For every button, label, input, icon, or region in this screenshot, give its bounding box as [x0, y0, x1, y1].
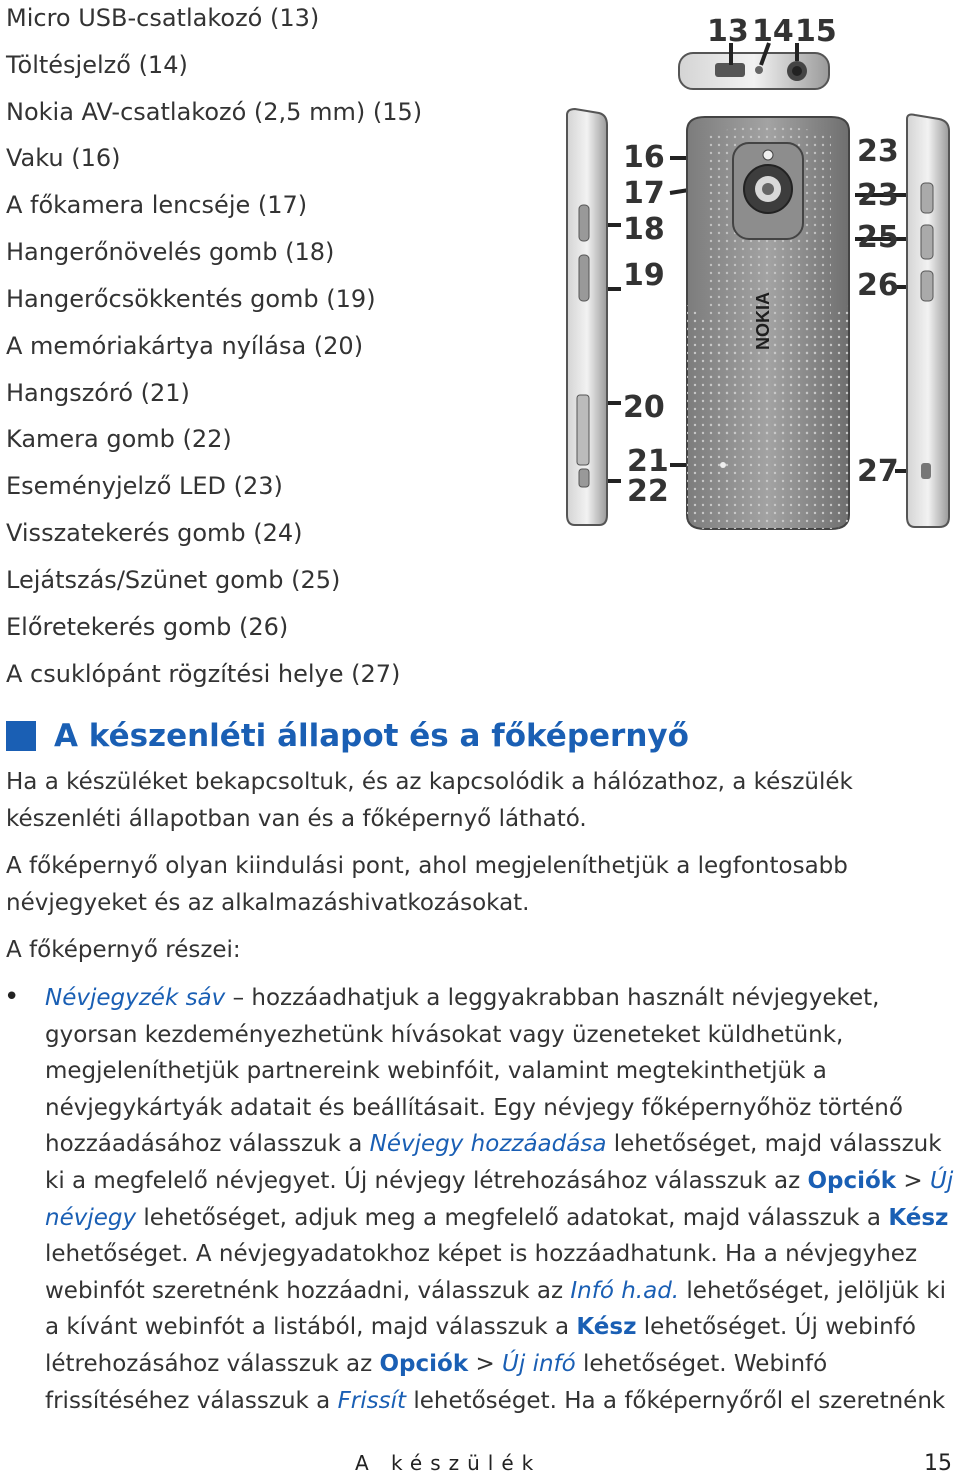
- legend-item: A főkamera lencséje (17): [6, 191, 308, 219]
- callout-25: 25: [857, 220, 899, 255]
- legend-item: Hangerőcsökkentés gomb (19): [6, 285, 376, 313]
- callout-26: 26: [857, 268, 899, 303]
- legend-item: Vaku (16): [6, 144, 121, 172]
- legend-item: Visszatekerés gomb (24): [6, 519, 303, 547]
- callout-16: 16: [623, 140, 665, 175]
- section-heading: [6, 716, 689, 756]
- legend-item: Lejátszás/Szünet gomb (25): [6, 566, 341, 594]
- ui-term-done-2: Kész: [576, 1314, 637, 1341]
- ui-term-options-2: Opciók: [379, 1350, 469, 1377]
- paragraph-parts-intro: A főképernyő részei:: [6, 937, 241, 963]
- paragraph-home-screen: A főképernyő olyan kiindulási pont, ahol megjeleníthetjük a legfontosabb névjegyeket és az alkalmazáshivatkozásokat.: [6, 853, 848, 916]
- ui-term-done: Kész: [888, 1204, 949, 1231]
- footer-chapter-title: A készülék: [355, 1451, 542, 1475]
- legend-item: Előretekerés gomb (26): [6, 613, 289, 641]
- legend-item: A csuklópánt rögzítési helye (27): [6, 660, 401, 688]
- phone-top-view: [679, 53, 829, 89]
- legend-item: Töltésjelző (14): [6, 51, 188, 79]
- callout-23: 23: [857, 134, 899, 169]
- legend-item: A memóriakártya nyílása (20): [6, 332, 364, 360]
- callout-13: 13: [707, 14, 749, 49]
- phone-illustration: [555, 5, 955, 535]
- phone-back-view: [687, 117, 849, 529]
- ui-term-contacts-bar: Névjegyzék sáv: [45, 985, 226, 1011]
- legend-item: Eseményjelző LED (23): [6, 472, 283, 500]
- legend-item: Nokia AV-csatlakozó (2,5 mm) (15): [6, 98, 423, 126]
- bullet-contacts-bar: Névjegyzék sáv – hozzáadhatjuk a leggyakrabban használt névjegyeket, gyorsan kezdeményezhetünk hívásokat vagy üzeneteket küldhetünk, megjeleníthetjük partnereink webinfóit, valamint megtekinthetjük a névjegykártyák adatait és beállításait. Egy névjegy főképernyőhöz történő hozzáadásához válasszuk a Névjegy hozzáadása lehetőséget, majd válasszuk ki a megfelelő névjegyet. Új névjegy létrehozásához válasszuk az Opciók > Új névjegy lehetőséget, adjuk meg a megfelelő adatokat, majd válasszuk a Kész lehetőséget. A névjegyadatokhoz képet is hozzáadhatunk. Ha a névjegyhez webinfót szeretnénk hozzáadni, válasszuk az Infó h.ad. lehetőséget, jelöljük ki a kívánt webinfót a listából, majd válasszuk a Kész lehetőséget. Új webinfó létrehozásához válasszuk az Opciók > Új infó lehetőséget. Webinfó frissítéséhez válasszuk a Frissít lehetőséget. Ha a főképernyőről el szeretnénk: [45, 985, 954, 1414]
- heading-square-icon: [6, 721, 36, 751]
- paragraph-standby: Ha a készüléket bekapcsoltuk, és az kapcsolódik a hálózathoz, a készülék készenléti állapotban van és a főképernyő látható.: [6, 769, 853, 832]
- callout-20: 20: [623, 390, 665, 425]
- ui-term-new-contact: Új névjegy: [45, 1167, 954, 1231]
- callout-18: 18: [623, 212, 665, 247]
- brand-logo: NOKIA: [753, 292, 773, 350]
- callout-23-second: 23: [857, 178, 899, 213]
- callout-17: 17: [623, 176, 665, 211]
- legend-item: Kamera gomb (22): [6, 425, 232, 453]
- bullet-dot: •: [4, 982, 20, 1012]
- callout-21: 21: [627, 444, 669, 479]
- ui-term-add-contact: Névjegy hozzáadása: [369, 1131, 607, 1158]
- section-title: A készenléti állapot és a főképernyő: [54, 718, 689, 754]
- phone-right-side-view: [907, 115, 949, 528]
- ui-term-new-info: Új infó: [502, 1350, 576, 1377]
- callout-14: 14: [752, 14, 794, 49]
- callout-27: 27: [857, 454, 899, 489]
- legend-item: Micro USB-csatlakozó (13): [6, 4, 320, 32]
- legend-item: Hangszóró (21): [6, 379, 190, 407]
- callout-19: 19: [623, 258, 665, 293]
- callout-15: 15: [795, 14, 837, 49]
- ui-term-refresh: Frissít: [337, 1387, 407, 1414]
- ui-term-add-info: Infó h.ad.: [570, 1277, 680, 1304]
- phone-left-side-view: [567, 109, 607, 525]
- callout-22: 22: [627, 474, 669, 509]
- ui-term-options: Opciók: [807, 1167, 897, 1194]
- page-number: 15: [924, 1451, 952, 1476]
- legend-item: Hangerőnövelés gomb (18): [6, 238, 335, 266]
